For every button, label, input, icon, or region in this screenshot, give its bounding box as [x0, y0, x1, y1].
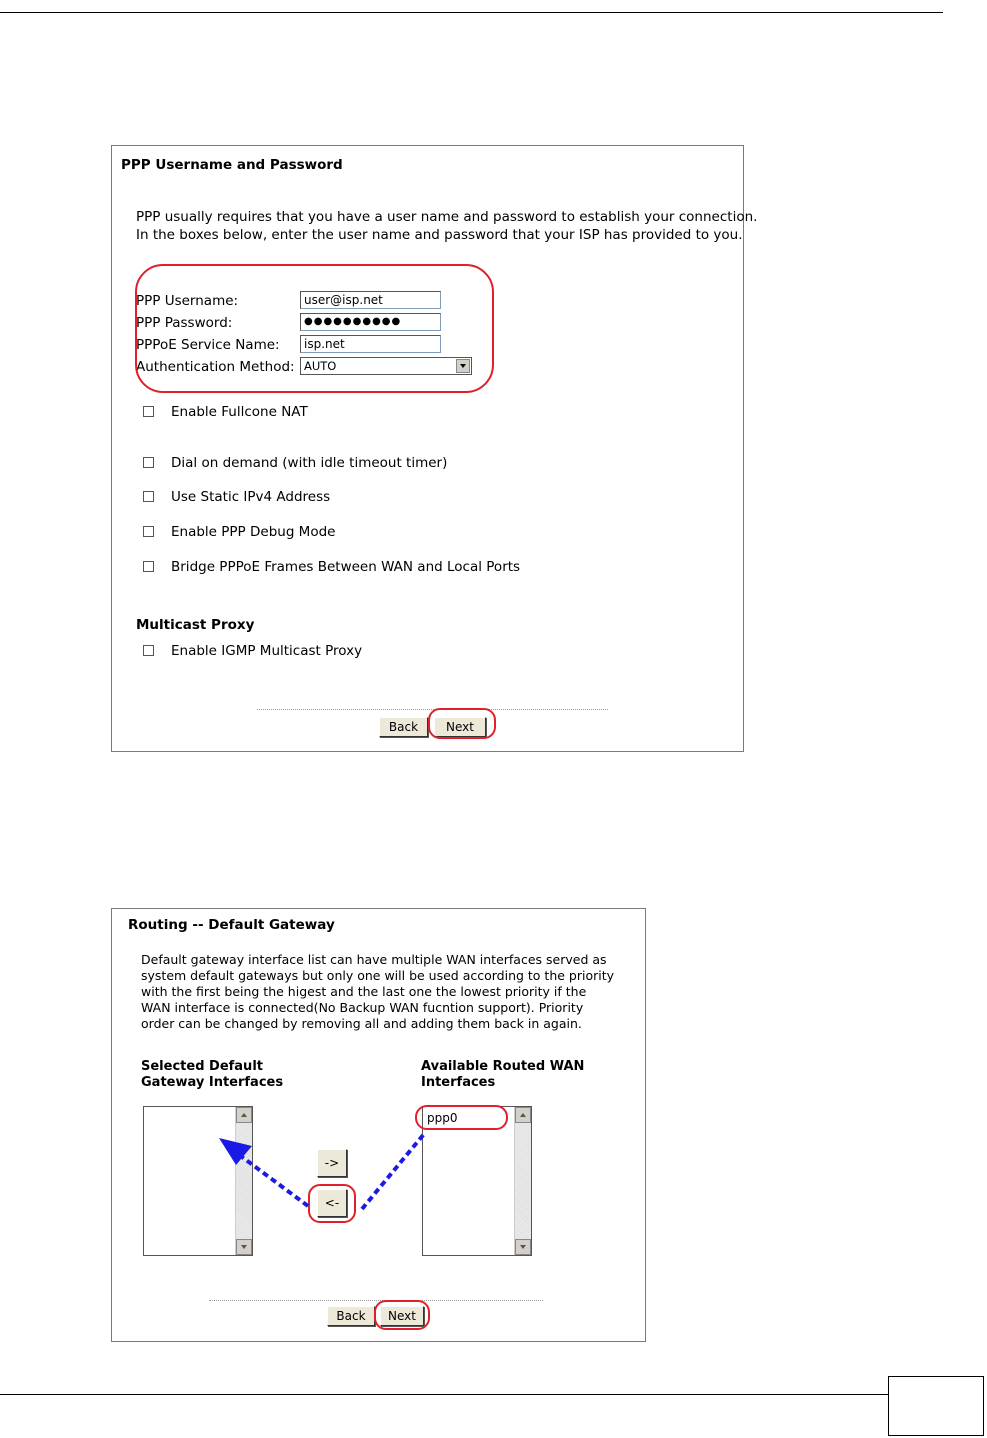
static-ipv4-label: Use Static IPv4 Address [171, 489, 331, 505]
routing-desc-line2: system default gateways but only one will be used according to the priority [141, 968, 615, 983]
routing-title: Routing -- Default Gateway [128, 917, 335, 933]
selected-title-2: Gateway Interfaces [141, 1075, 284, 1090]
page-number-box [888, 1376, 984, 1436]
igmp-proxy-label: Enable IGMP Multicast Proxy [171, 643, 363, 659]
fullcone-nat-checkbox[interactable] [143, 406, 154, 417]
ppp-title: PPP Username and Password [121, 157, 343, 173]
available-title-2: Interfaces [421, 1075, 496, 1090]
password-input[interactable]: ●●●●●●●●●● [300, 313, 441, 331]
arrow-line-left [242, 1157, 308, 1206]
next-button[interactable]: Next [434, 717, 486, 737]
fullcone-nat-label: Enable Fullcone NAT [171, 404, 308, 420]
next-button[interactable]: Next [380, 1306, 424, 1326]
button-divider [209, 1300, 543, 1301]
username-label: PPP Username: [136, 293, 239, 309]
routing-panel [111, 908, 646, 1342]
next-highlight [374, 1300, 430, 1330]
available-title-1: Available Routed WAN [421, 1059, 585, 1074]
add-interface-button[interactable]: -> [317, 1149, 347, 1177]
direction-arrows [112, 909, 647, 1343]
ppp-debug-label: Enable PPP Debug Mode [171, 524, 336, 540]
ppp-intro-line2: In the boxes below, enter the user name and password that your ISP has provided to you. [136, 227, 743, 243]
dial-on-demand-label: Dial on demand (with idle timeout timer) [171, 455, 448, 471]
multicast-title: Multicast Proxy [136, 617, 255, 633]
routing-desc-line1: Default gateway interface list can have multiple WAN interfaces served as [141, 952, 607, 967]
header-rule [0, 12, 943, 13]
static-ipv4-checkbox[interactable] [143, 491, 154, 502]
password-label: PPP Password: [136, 315, 233, 331]
routing-desc-line3: with the first being the higest and the last one the lowest priority if the [141, 984, 587, 999]
ppp-intro-line1: PPP usually requires that you have a user name and password to establish your connection. [136, 209, 758, 225]
arrow-line-right [362, 1134, 424, 1209]
back-button[interactable]: Back [379, 717, 428, 737]
ppp-debug-checkbox[interactable] [143, 526, 154, 537]
igmp-proxy-checkbox[interactable] [143, 645, 154, 656]
next-highlight [428, 708, 496, 739]
back-button[interactable]: Back [327, 1306, 375, 1326]
ppp-settings-panel [111, 145, 758, 752]
credentials-highlight [135, 264, 494, 393]
bridge-pppoe-label: Bridge PPPoE Frames Between WAN and Local Ports [171, 559, 521, 575]
footer-rule [0, 1394, 888, 1395]
remove-interface-button[interactable]: <- [317, 1189, 347, 1217]
routing-desc-line4: WAN interface is connected(No Backup WAN fucntion support). Priority [141, 1000, 584, 1015]
selected-title-1: Selected Default [141, 1059, 263, 1074]
routing-desc-line5: order can be changed by removing all and adding them back in again. [141, 1016, 582, 1031]
bridge-pppoe-checkbox[interactable] [143, 561, 154, 572]
auth-method-value: AUTO [304, 359, 337, 373]
auth-method-label: Authentication Method: [136, 359, 295, 375]
service-name-label: PPPoE Service Name: [136, 337, 280, 353]
available-item-ppp0[interactable]: ppp0 [427, 1111, 458, 1125]
dial-on-demand-checkbox[interactable] [143, 457, 154, 468]
